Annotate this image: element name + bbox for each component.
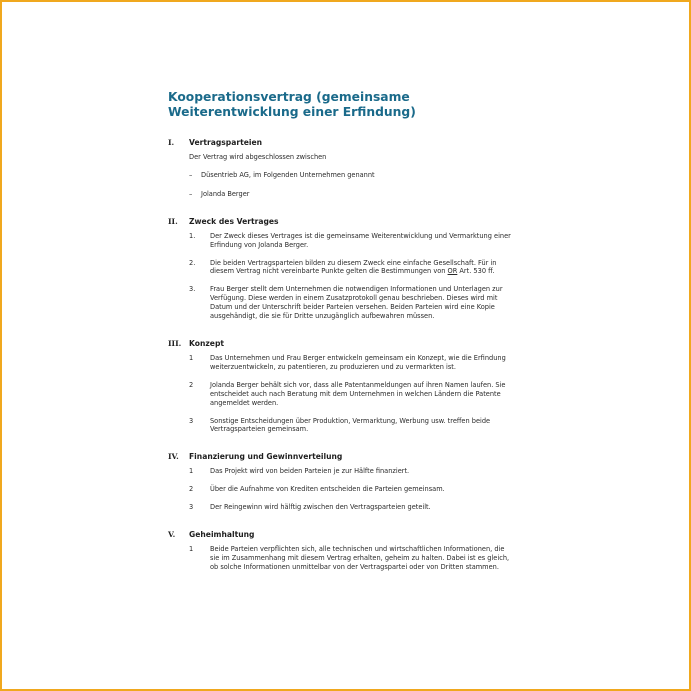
section-title: Geheimhaltung <box>189 530 255 540</box>
section-title: Zweck des Vertrages <box>189 216 279 226</box>
party-text: Düsentrieb AG, im Folgenden Unternehmen genannt <box>201 170 375 179</box>
item-text: Der Reingewinn wird hälftig zwischen den Vertragsparteien geteilt. <box>210 503 431 512</box>
section-konzept <box>168 339 514 434</box>
item-text: Das Projekt wird von beiden Parteien je zur Hälfte finanziert. <box>210 467 410 476</box>
item-number: 1. <box>189 231 196 240</box>
section-title: Konzept <box>189 338 225 348</box>
document-title <box>168 90 514 120</box>
or-reference: OR <box>447 267 458 276</box>
list-item <box>189 285 514 321</box>
item-text: Über die Aufnahme von Krediten entscheiden die Parteien gemeinsam. <box>210 485 445 494</box>
contract-document <box>168 90 514 590</box>
dash-marker: – <box>189 170 193 179</box>
item-text: Der Zweck dieses Vertrages ist die gemeinsame Weiterentwicklung und Vermarktung einer Erfindung von Jolanda Berger. <box>210 231 511 249</box>
item-text: Sonstige Entscheidungen über Produktion, Vermarktung, Werbung usw. treffen beide Vertragsparteien gemeinsam. <box>210 416 491 434</box>
title-line-1: Kooperationsvertrag (gemeinsame <box>168 90 410 104</box>
list-item <box>189 467 514 476</box>
section-number: IV. <box>168 452 179 462</box>
item-number: 2 <box>189 380 194 389</box>
item-number: 2. <box>189 258 196 267</box>
item-text: Beide Parteien verpflichten sich, alle technischen und wirtschaftlichen Informationen, die sie im Zusammenhang mit diesem Vertrag erhalten, geheim zu halten. Dabei ist es gleich, ob solche Informationen unmittelbar von der Vertragspartei oder von Dritten stammen. <box>210 545 510 571</box>
section-heading <box>168 452 514 462</box>
section-heading <box>168 138 514 148</box>
section-geheimhaltung <box>168 530 514 572</box>
item-number: 3 <box>189 503 194 512</box>
section-number: III. <box>168 338 182 348</box>
section-heading <box>168 339 514 349</box>
item-text-part: Art. 530 ff. <box>457 267 495 276</box>
list-item <box>189 381 514 408</box>
list-item <box>189 259 514 277</box>
item-number: 3. <box>189 285 196 294</box>
item-text-part: Die beiden Vertragsparteien bilden zu diesem Zweck eine einfache Gesellschaft. Für in diesem Vertrag nicht vereinbarte Punkte gelten die Bestimmungen von <box>210 258 497 276</box>
section-finanzierung <box>168 452 514 512</box>
item-text: Frau Berger stellt dem Unternehmen die notwendigen Informationen und Unterlagen zur Verfügung. Diese werden in einem Zusatzprotokoll genau beschrieben. Dieses wird mit Datum und der Unterschrift beider Parteien versehen. Beiden Parteien wird eine Kopie ausgehändigt, die sie für Dritte unzugänglich aufbewahren müssen. <box>210 285 503 321</box>
section-title: Vertragsparteien <box>189 138 263 147</box>
section-number: II. <box>168 216 178 226</box>
list-item <box>189 232 514 250</box>
section-heading <box>168 217 514 227</box>
dash-marker: – <box>189 189 193 198</box>
section-number: I. <box>168 138 175 147</box>
item-number: 1 <box>189 353 194 362</box>
item-text: Jolanda Berger behält sich vor, dass alle Patentanmeldungen auf ihren Namen laufen. Sie entscheidet auch nach Beratung mit dem Unternehmen in welchen Ländern die Patente angemeldet werden. <box>210 380 506 407</box>
section-heading <box>168 530 514 540</box>
item-number: 1 <box>189 467 194 476</box>
list-item <box>189 417 514 435</box>
section-intro: Der Vertrag wird abgeschlossen zwischen <box>189 153 327 161</box>
party-text: Jolanda Berger <box>201 189 250 198</box>
list-item <box>189 354 514 372</box>
list-item <box>189 485 514 494</box>
list-item <box>189 503 514 512</box>
party-item <box>189 190 514 199</box>
item-number: 2 <box>189 485 194 494</box>
item-text: Das Unternehmen und Frau Berger entwickeln gemeinsam ein Konzept, wie die Erfindung weiterzuentwickeln, zu patentieren, zu produzieren und zu vermarkten ist. <box>210 353 506 371</box>
item-number: 3 <box>189 416 194 425</box>
list-item <box>189 545 514 572</box>
section-number: V. <box>168 530 176 540</box>
item-number: 1 <box>189 545 194 554</box>
section-title: Finanzierung und Gewinnverteilung <box>189 452 343 462</box>
party-item <box>189 171 514 180</box>
section-zweck <box>168 217 514 321</box>
section-vertragsparteien <box>168 138 514 199</box>
item-text <box>210 259 514 277</box>
title-line-2: Weiterentwicklung einer Erfindung) <box>168 105 416 119</box>
